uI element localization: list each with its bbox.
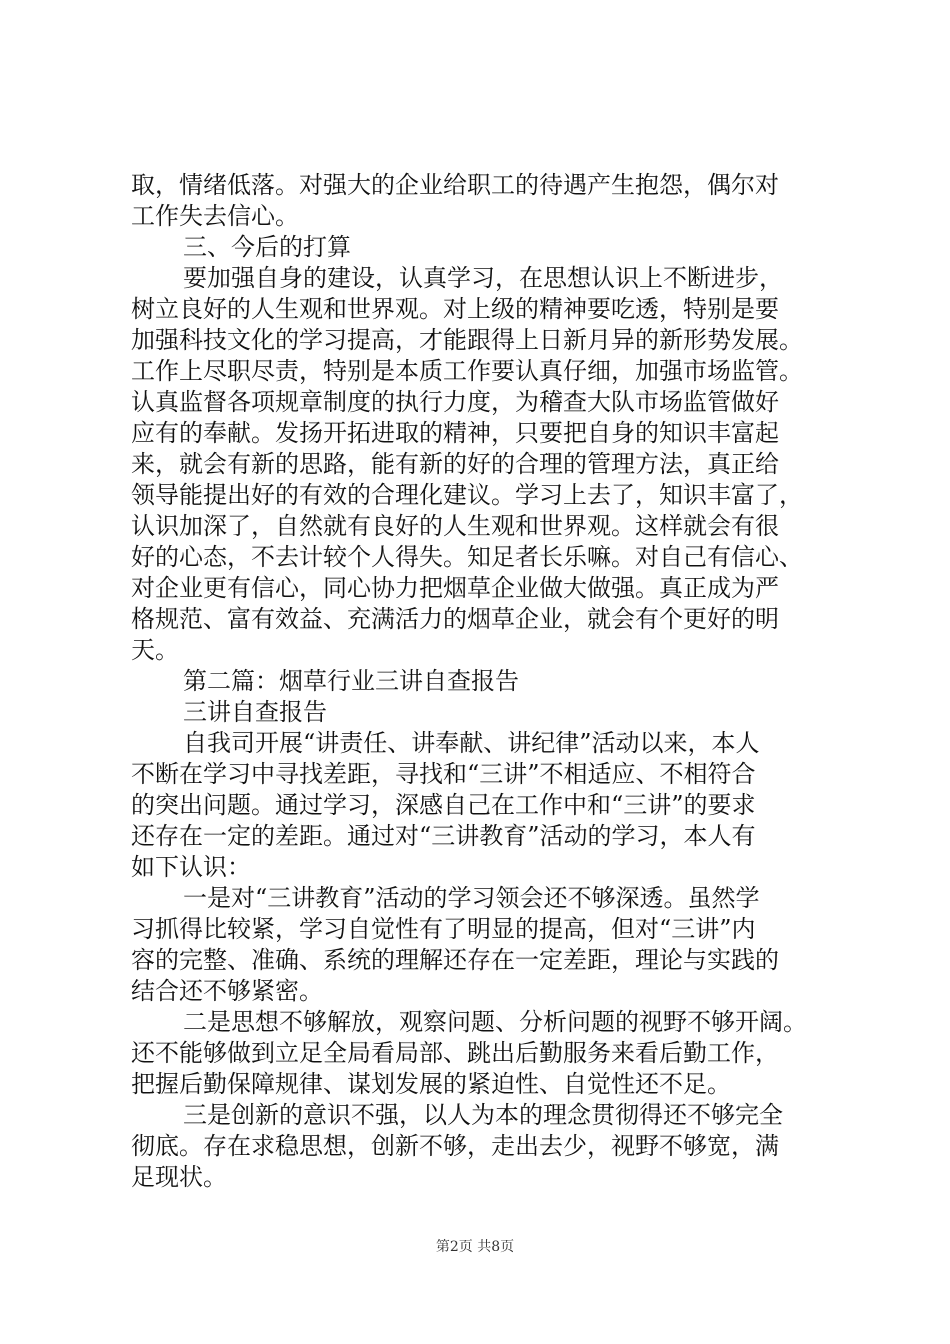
text-line: 彻底。存在求稳思想，创新不够，走出去少，视野不够宽，满 <box>131 1132 779 1160</box>
text-line: 工作上尽职尽责，特别是本质工作要认真仔细，加强市场监管。 <box>131 357 803 385</box>
text-line: 如下认识： <box>131 853 251 881</box>
text-line: 自我司开展“讲责任、讲奉献、讲纪律”活动以来，本人 <box>183 729 760 757</box>
text-line: 格规范、富有效益、充满活力的烟草企业，就会有个更好的明 <box>131 605 779 633</box>
text-line: 领导能提出好的有效的合理化建议。学习上去了，知识丰富了， <box>131 481 803 509</box>
text-line: 二是思想不够解放，观察问题、分析问题的视野不够开阔。 <box>183 1008 807 1036</box>
text-line: 应有的奉献。发扬开拓进取的精神，只要把自身的知识丰富起 <box>131 419 779 447</box>
page-footer: 第2页 共8页 <box>435 1239 515 1255</box>
text-line: 三是创新的意识不强，以人为本的理念贯彻得还不够完全 <box>183 1101 783 1129</box>
text-line: 足现状。 <box>131 1163 227 1191</box>
text-line: 结合还不够紧密。 <box>131 977 323 1005</box>
text-line: 的突出问题。通过学习，深感自己在工作中和“三讲”的要求 <box>131 791 756 819</box>
text-line: 树立良好的人生观和世界观。对上级的精神要吃透，特别是要 <box>131 295 779 323</box>
text-line: 容的完整、准确、系统的理解还存在一定差距，理论与实践的 <box>131 946 779 974</box>
text-line: 取，情绪低落。对强大的企业给职工的待遇产生抱怨，偶尔对 <box>131 171 779 199</box>
document-body <box>131 170 833 1193</box>
text-line: 把握后勤保障规律、谋划发展的紧迫性、自觉性还不足。 <box>131 1070 731 1098</box>
text-line: 要加强自身的建设，认真学习，在思想认识上不断进步， <box>183 264 783 292</box>
text-line: 天。 <box>131 636 179 664</box>
text-line: 习抓得比较紧，学习自觉性有了明显的提高，但对“三讲”内 <box>131 915 756 943</box>
text-line: 第二篇：烟草行业三讲自查报告 <box>183 667 519 695</box>
text-line: 认识加深了，自然就有良好的人生观和世界观。这样就会有很 <box>131 512 779 540</box>
text-line: 三讲自查报告 <box>183 698 327 726</box>
text-line: 对企业更有信心，同心协力把烟草企业做大做强。真正成为严 <box>131 574 779 602</box>
text-line: 认真监督各项规章制度的执行力度，为稽查大队市场监管做好 <box>131 388 779 416</box>
text-line: 一是对“三讲教育”活动的学习领会还不够深透。虽然学 <box>183 884 760 912</box>
text-line: 好的心态，不去计较个人得失。知足者长乐嘛。对自己有信心、 <box>131 543 803 571</box>
text-line: 三、今后的打算 <box>183 233 351 261</box>
text-line: 加强科技文化的学习提高，才能跟得上日新月异的新形势发展。 <box>131 326 803 354</box>
text-line: 工作失去信心。 <box>131 202 299 230</box>
text-line: 还存在一定的差距。通过对“三讲教育”活动的学习，本人有 <box>131 822 756 850</box>
text-line: 还不能够做到立足全局看局部、跳出后勤服务来看后勤工作， <box>131 1039 779 1067</box>
text-line: 不断在学习中寻找差距，寻找和“三讲”不相适应、不相符合 <box>131 760 756 788</box>
text-line: 来，就会有新的思路，能有新的好的合理的管理方法，真正给 <box>131 450 779 478</box>
